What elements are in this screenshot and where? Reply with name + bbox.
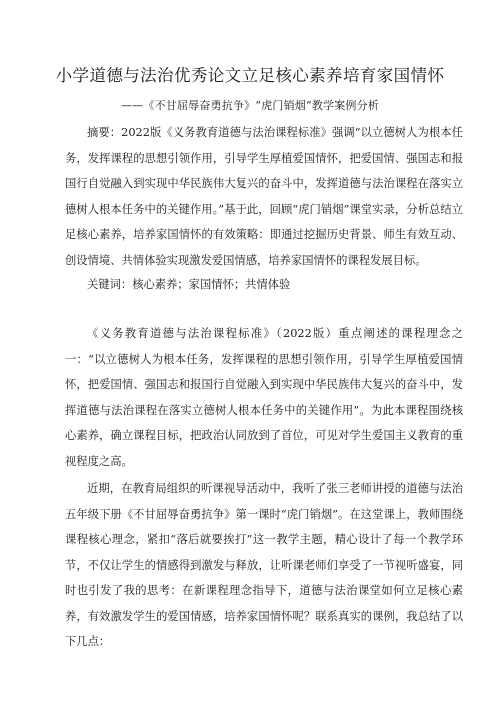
keywords-line: 关键词：核心素养；家国情怀；共情体验 [87, 278, 291, 291]
body-paragraph-2: 近期，在教育局组织的听课视导活动中，我听了张三老师讲授的道德与法治五年级下册《不甘屈辱奋勇抗争》第一课时“虎门销烟”。在这堂课上，教师围绕课程核心理念，紧扣“落后就要挨打”这一教学主题，精心设计了每一个教学环节，不仅让学生的情感得到激发与释放，让听课老师们享受了一节视听盛宴，同时也引发了我的思考：在新课程理念指导下，道德与法治课堂如何立足核心素养，有效激发学生的爱国情感，培养家国情怀呢？联系真实的课例，我总结了以下几点： [65, 482, 463, 648]
abstract-paragraph: 摘要：2022版《义务教育道德与法治课程标准》强调“以立德树人为根本任务，发挥课程的思想引领作用，引导学生厚植爱国情怀，把爱国情、强国志和报国行自觉融入到实现中华民族伟大复兴的奋斗中，发挥道德与法治课程在落实立德树人根本任务中的关键作用。”基于此，回顾“虎门销烟”课堂实录，分析总结立足核心素养，培养家国情怀的有效策略：即通过挖掘历史背景、师生有效互动、创设情境、共情体验实现激发爱国情感，培养家国情怀的课程发展目标。 [65, 126, 463, 267]
document-title: 小学道德与法治优秀论文立足核心素养培育家国情怀 [55, 66, 445, 85]
body-paragraph-1: 《义务教育道德与法治课程标准》（2022版）重点阐述的课程理念之一：“以立德树人为根本任务，发挥课程的思想引领作用，引导学生厚植爱国情怀，把爱国情、强国志和报国行自觉融入到实现中华民族伟大复兴的奋斗中，发挥道德与法治课程在落实立德树人根本任务中的关键作用”。为此本课程围绕核心素养，确立课程目标，把政治认同放到了首位，可见对学生爱国主义教育的重视程度之高。 [65, 327, 463, 468]
document-subtitle: ——《不甘屈辱奋勇抗争》“虎门销烟”教学案例分析 [120, 99, 380, 112]
